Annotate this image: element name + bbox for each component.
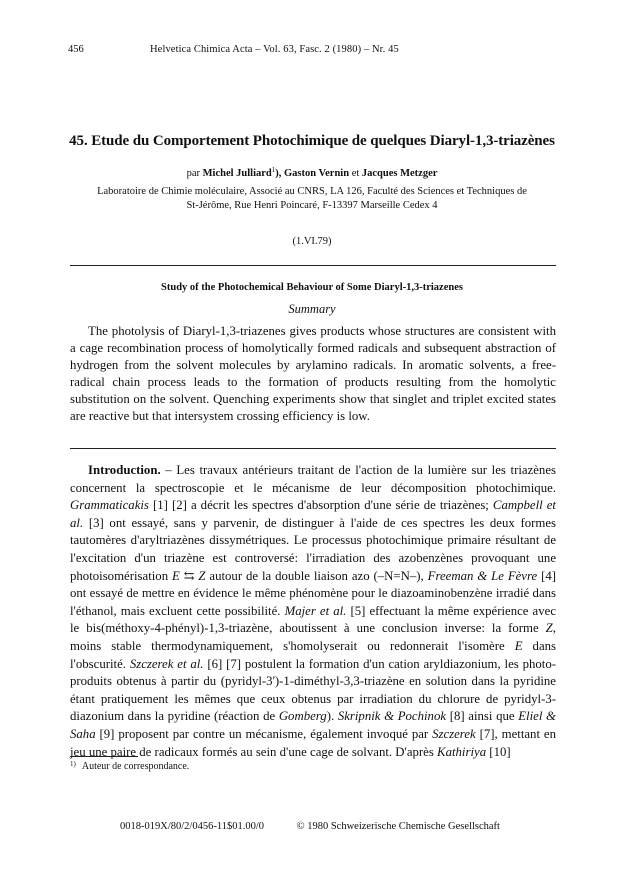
by-word: par: [186, 168, 200, 179]
intro-text-9: [6] [7] postulent la formation d'un cation aryldiazonium, les photo-produits obtenus à partir du (pyridyl-3')-1-diméthyl-3,3-triazène en solution dans la pyridine étant pratiquement les mêmes que ceux obtenus par irradiation du chlorure de pyridyl-3-diazonium dans la pyridine (réaction de: [70, 656, 557, 724]
received-date: (1.VI.79): [292, 236, 332, 247]
intro-text-2: [1] [2] a décrit les spectres d'absorption d'une série de triazènes;: [148, 498, 493, 513]
author-julliard: Michel Julliard: [202, 168, 272, 179]
ref-eliel: Eliel & Saha: [70, 709, 556, 741]
footnote-number: [70, 760, 76, 768]
intro-text-14: [10]: [486, 744, 511, 759]
intro-text-7: , moins stable thermodynamiquement, s'homolyserait ou redonnerait l'isomère: [70, 621, 556, 653]
intro-text-6: [5] effectuant la même expérience avec le bis(méthoxy-4-phényl)-1,3-triazène, aboutissent à une conclusion inverse: la forme: [70, 603, 556, 636]
footnote-number-paren: ): [73, 760, 76, 768]
top-divider: [70, 265, 556, 266]
introduction-heading: Introduction.: [88, 463, 161, 477]
ref-szczerek-et-al: Szczerek et al.: [129, 656, 204, 671]
intro-text-3: [3] ont essayé, sans y parvenir, de distinguer à l'aide de ces spectres les deux formes tautomères d'aryltriazènes dissymétriques. Le processus photochimique primaire résultant de l'excitation d'un triazène est controversé: l'irradiation des azobenzènes provoquant une photoisomérisation: [70, 515, 556, 583]
running-head: Helvetica Chimica Acta – Vol. 63, Fasc. 2 (1980) – Nr. 45: [150, 44, 399, 55]
footnote-number-digit: 1: [70, 760, 74, 768]
affiliation: [60, 185, 564, 212]
footnote-text: Auteur de correspondance.: [81, 761, 190, 772]
page-footer: [120, 821, 500, 832]
and-word: et: [349, 168, 362, 179]
intro-text-11: [8] ainsi que: [446, 709, 519, 724]
footnote-divider: [70, 756, 138, 757]
article-code: 0018-019X/80/2/0456-11$01.00/0: [120, 821, 264, 832]
footnote: [70, 760, 189, 772]
form-e: E: [514, 638, 523, 653]
form-z: Z: [545, 621, 553, 636]
summary-divider: [70, 448, 556, 449]
intro-text-12: [9] proposent par contre un mécanisme, également invoqué par: [95, 726, 433, 741]
summary-text: The photolysis of Diaryl-1,3-triazenes gives products whose structures are consistent with a cage recombination process of homolytically formed radicals and subsequent abstraction of hydrogen from the solvent molecules by arylamino radicals. In aromatic solvents, a free-radical chain process leads to the formation of products resulting from the homolytic substitution on the solvent. Quenching experiments show that singlet and triplet excited states are reactive but that intersystem crossing efficiency is low.: [70, 324, 556, 424]
intro-text-1: – Les travaux antérieurs traitant de l'action de la lumière sur les triazènes concernent la spectroscopie et le mécanisme de leur décomposition photochimique.: [70, 463, 556, 495]
ref-skripnik: Skripnik & Pochinok: [337, 709, 447, 724]
footnote-mark: 1: [271, 166, 276, 174]
isomerisation-symbol: E ⇆ Z: [172, 568, 206, 583]
page-number: 456: [68, 44, 84, 55]
affiliation-line-1: Laboratoire de Chimie moléculaire, Associé au CNRS, LA 126, Faculté des Sciences et Techniques de: [97, 186, 527, 197]
affiliation-line-2: St-Jérôme, Rue Henri Poincaré, F-13397 Marseille Cedex 4: [186, 199, 438, 211]
intro-text-13: [7], mettant en jeu une paire de radicaux formés au sein d'une cage de solvant. D'après: [70, 726, 556, 759]
ref-freeman: Freeman & Le Fèvre: [427, 568, 538, 583]
ref-szczerek: Szczerek: [432, 726, 476, 741]
intro-text-10: ).: [326, 709, 338, 724]
ref-campbell: Campbell et al.: [70, 498, 556, 530]
ref-kathiriya: Kathiriya: [437, 744, 487, 759]
author-line: [0, 166, 624, 179]
intro-text-5: [4] ont essayé de mettre en évidence le même phénomène pour le diazoaminobenzène irradié dans l'éthanol, mais excluent cette possibilité.: [70, 568, 557, 618]
ref-gomberg: Gomberg: [278, 709, 327, 724]
running-header: [68, 44, 558, 58]
ref-majer: Majer et al.: [284, 603, 347, 618]
copyright: © 1980 Schweizerische Chemische Gesellschaft: [296, 821, 500, 832]
intro-text-4: autour de la double liaison azo (–N=N–),: [205, 568, 428, 583]
english-title: Study of the Photochemical Behaviour of Some Diaryl-1,3-triazenes: [161, 282, 463, 293]
author-vernin: Gaston Vernin: [284, 168, 350, 179]
introduction-paragraph: [70, 462, 556, 761]
summary-heading: Summary: [288, 302, 336, 316]
author-metzger: Jacques Metzger: [361, 168, 438, 179]
ref-grammaticakis: Grammaticakis: [70, 498, 149, 513]
author-separator: ),: [275, 168, 284, 179]
intro-text-8: dans l'obscurité.: [70, 638, 557, 671]
article-title: 45. Etude du Comportement Photochimique de quelques Diaryl-1,3-triazènes: [69, 133, 555, 149]
